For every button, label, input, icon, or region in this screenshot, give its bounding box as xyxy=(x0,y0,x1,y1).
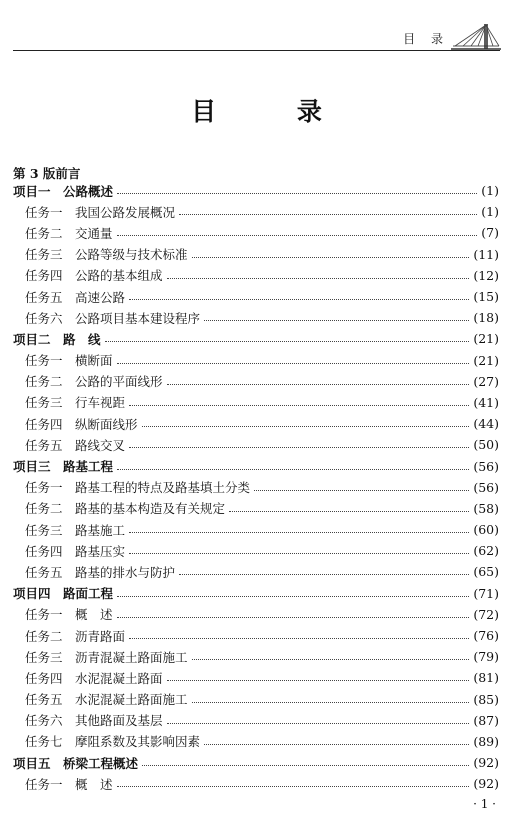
toc-task-entry[interactable] xyxy=(13,413,499,434)
toc-entry-title: 水泥混凝土路面 xyxy=(75,670,163,686)
toc-entry-number: 项目一 xyxy=(13,183,51,199)
toc-dot-leader xyxy=(129,553,469,554)
toc-task-entry[interactable] xyxy=(13,773,499,794)
toc-entry-number: 任务七 xyxy=(25,734,63,750)
toc-entry-page: (60) xyxy=(473,522,499,538)
toc-task-entry[interactable] xyxy=(13,625,499,646)
toc-entry-title: 路基工程的特点及路基填土分类 xyxy=(75,480,251,496)
toc-entry-title: 路面工程 xyxy=(63,586,114,602)
toc-entry-page: (71) xyxy=(473,585,499,601)
toc-task-entry[interactable] xyxy=(13,689,499,710)
toc-dot-leader xyxy=(129,638,469,639)
toc-entry-number: 任务六 xyxy=(25,310,63,326)
toc-entry-title: 高速公路 xyxy=(75,289,126,305)
toc-entry-page: (92) xyxy=(473,776,499,792)
toc-entry-number: 任务四 xyxy=(25,543,63,559)
toc-entry-title: 路基工程 xyxy=(63,459,114,475)
toc-entry-number: 项目二 xyxy=(13,331,51,347)
toc-dot-leader xyxy=(192,702,470,703)
toc-entry-number: 任务五 xyxy=(25,692,63,708)
toc-entry-number: 任务二 xyxy=(25,628,63,644)
toc-entry-number: 任务五 xyxy=(25,564,63,580)
toc-entry-title: 其他路面及基层 xyxy=(75,713,163,729)
toc-entry-title: 纵断面线形 xyxy=(75,416,138,432)
toc-preface[interactable]: 第 3 版前言 xyxy=(13,166,81,181)
toc-entry-page: (18) xyxy=(473,310,499,326)
toc-entry-page: (89) xyxy=(473,733,499,749)
toc-entry-title: 行车视距 xyxy=(75,395,126,411)
toc-dot-leader xyxy=(105,341,470,342)
toc-entry-page: (41) xyxy=(473,394,499,410)
toc-entry-page: (62) xyxy=(473,543,499,559)
toc-entry-number: 任务四 xyxy=(25,416,63,432)
toc-dot-leader xyxy=(129,532,469,533)
toc-dot-leader xyxy=(117,193,477,194)
toc-entry-title: 交通量 xyxy=(75,225,113,241)
toc-entry-number: 任务三 xyxy=(25,522,63,538)
header-label: 目 录 xyxy=(403,32,449,46)
toc-task-entry[interactable] xyxy=(13,561,499,582)
toc-list xyxy=(13,180,499,794)
toc-entry-title: 沥青路面 xyxy=(75,628,126,644)
toc-dot-leader xyxy=(117,617,470,618)
toc-entry-number: 任务三 xyxy=(25,395,63,411)
toc-task-entry[interactable] xyxy=(13,392,499,413)
toc-entry-number: 任务五 xyxy=(25,289,63,305)
toc-task-entry[interactable] xyxy=(13,519,499,540)
toc-entry-number: 任务四 xyxy=(25,670,63,686)
toc-entry-number: 任务一 xyxy=(25,480,63,496)
toc-dot-leader xyxy=(204,744,469,745)
toc-entry-title: 概 述 xyxy=(75,776,113,792)
toc-entry-number: 任务二 xyxy=(25,225,63,241)
toc-dot-leader xyxy=(117,363,470,364)
toc-entry-title: 公路的基本组成 xyxy=(75,268,163,284)
toc-entry-page: (65) xyxy=(473,564,499,580)
toc-entry-number: 项目三 xyxy=(13,459,51,475)
toc-dot-leader xyxy=(179,214,477,215)
toc-task-entry[interactable] xyxy=(13,646,499,667)
toc-dot-leader xyxy=(179,574,469,575)
toc-entry-title: 路 线 xyxy=(63,331,101,347)
toc-task-entry[interactable] xyxy=(13,477,499,498)
toc-task-entry[interactable] xyxy=(13,350,499,371)
toc-entry-title: 公路等级与技术标准 xyxy=(75,247,188,263)
toc-entry-title: 横断面 xyxy=(75,353,113,369)
toc-task-entry[interactable] xyxy=(13,604,499,625)
toc-task-entry[interactable] xyxy=(13,307,499,328)
toc-dot-leader xyxy=(192,659,470,660)
toc-entry-page: (72) xyxy=(473,606,499,622)
toc-entry-page: (85) xyxy=(473,691,499,707)
toc-dot-leader xyxy=(167,680,470,681)
toc-entry-number: 任务六 xyxy=(25,713,63,729)
toc-entry-page: (79) xyxy=(473,649,499,665)
toc-entry-title: 公路项目基本建设程序 xyxy=(75,310,201,326)
toc-entry-number: 任务二 xyxy=(25,374,63,390)
toc-entry-page: (7) xyxy=(481,225,499,241)
toc-dot-leader xyxy=(142,426,470,427)
toc-entry-page: (21) xyxy=(473,352,499,368)
toc-dot-leader xyxy=(167,384,470,385)
page-title: 目 录 xyxy=(191,97,358,126)
toc-entry-page: (11) xyxy=(473,246,499,262)
toc-task-entry[interactable] xyxy=(13,201,499,222)
toc-dot-leader xyxy=(167,723,470,724)
toc-entry-page: (81) xyxy=(473,670,499,686)
toc-entry-number: 任务三 xyxy=(25,649,63,665)
toc-dot-leader xyxy=(204,320,469,321)
toc-entry-number: 任务一 xyxy=(25,607,63,623)
toc-entry-page: (92) xyxy=(473,755,499,771)
toc-dot-leader xyxy=(117,786,470,787)
toc-dot-leader xyxy=(142,765,469,766)
toc-entry-number: 项目四 xyxy=(13,586,51,602)
toc-entry-number: 任务三 xyxy=(25,247,63,263)
toc-task-entry[interactable] xyxy=(13,286,499,307)
toc-entry-title: 摩阻系数及其影响因素 xyxy=(75,734,201,750)
toc-entry-page: (12) xyxy=(473,267,499,283)
toc-entry-title: 路线交叉 xyxy=(75,437,126,453)
toc-entry-title: 沥青混凝土路面施工 xyxy=(75,649,188,665)
toc-entry-title: 公路概述 xyxy=(63,183,114,199)
toc-entry-page: (1) xyxy=(481,183,499,199)
toc-dot-leader xyxy=(129,447,469,448)
toc-entry-page: (1) xyxy=(481,204,499,220)
toc-task-entry[interactable] xyxy=(13,710,499,731)
toc-entry-title: 路基的基本构造及有关规定 xyxy=(75,501,226,517)
toc-entry-page: (21) xyxy=(473,331,499,347)
toc-entry-page: (50) xyxy=(473,437,499,453)
toc-task-entry[interactable] xyxy=(13,265,499,286)
toc-entry-page: (58) xyxy=(473,500,499,516)
toc-entry-title: 公路的平面线形 xyxy=(75,374,163,390)
toc-dot-leader xyxy=(129,405,469,406)
toc-dot-leader xyxy=(254,490,469,491)
toc-task-entry[interactable] xyxy=(13,434,499,455)
toc-task-entry[interactable] xyxy=(13,498,499,519)
toc-task-entry[interactable] xyxy=(13,244,499,265)
bridge-icon xyxy=(451,22,501,52)
toc-task-entry[interactable] xyxy=(13,540,499,561)
toc-entry-number: 任务二 xyxy=(25,501,63,517)
toc-task-entry[interactable] xyxy=(13,222,499,243)
toc-entry-title: 桥梁工程概述 xyxy=(63,755,139,771)
toc-entry-number: 任务一 xyxy=(25,353,63,369)
toc-dot-leader xyxy=(229,511,469,512)
toc-project-entry[interactable] xyxy=(13,328,499,349)
toc-dot-leader xyxy=(129,299,469,300)
toc-entry-page: (56) xyxy=(473,479,499,495)
toc-entry-page: (15) xyxy=(473,289,499,305)
toc-entry-number: 任务一 xyxy=(25,776,63,792)
toc-entry-title: 路基施工 xyxy=(75,522,126,538)
toc-entry-page: (56) xyxy=(473,458,499,474)
toc-entry-title: 路基的排水与防护 xyxy=(75,564,176,580)
toc-entry-number: 任务五 xyxy=(25,437,63,453)
toc-dot-leader xyxy=(117,596,469,597)
toc-dot-leader xyxy=(117,235,478,236)
toc-dot-leader xyxy=(192,257,470,258)
toc-project-entry[interactable] xyxy=(13,583,499,604)
toc-task-entry[interactable] xyxy=(13,371,499,392)
page-number: · 1 · xyxy=(473,797,496,811)
toc-entry-page: (76) xyxy=(473,628,499,644)
toc-project-entry[interactable] xyxy=(13,180,499,201)
toc-entry-title: 我国公路发展概况 xyxy=(75,204,176,220)
header-rule xyxy=(13,50,500,51)
toc-entry-title: 水泥混凝土路面施工 xyxy=(75,692,188,708)
toc-project-entry[interactable] xyxy=(13,752,499,773)
toc-entry-number: 任务一 xyxy=(25,204,63,220)
toc-entry-page: (27) xyxy=(473,373,499,389)
toc-entry-number: 项目五 xyxy=(13,755,51,771)
toc-entry-title: 概 述 xyxy=(75,607,113,623)
toc-project-entry[interactable] xyxy=(13,455,499,476)
toc-task-entry[interactable] xyxy=(13,667,499,688)
toc-task-entry[interactable] xyxy=(13,731,499,752)
toc-dot-leader xyxy=(117,469,469,470)
toc-entry-number: 任务四 xyxy=(25,268,63,284)
toc-entry-title: 路基压实 xyxy=(75,543,126,559)
toc-entry-page: (44) xyxy=(473,416,499,432)
toc-entry-page: (87) xyxy=(473,712,499,728)
toc-dot-leader xyxy=(167,278,470,279)
